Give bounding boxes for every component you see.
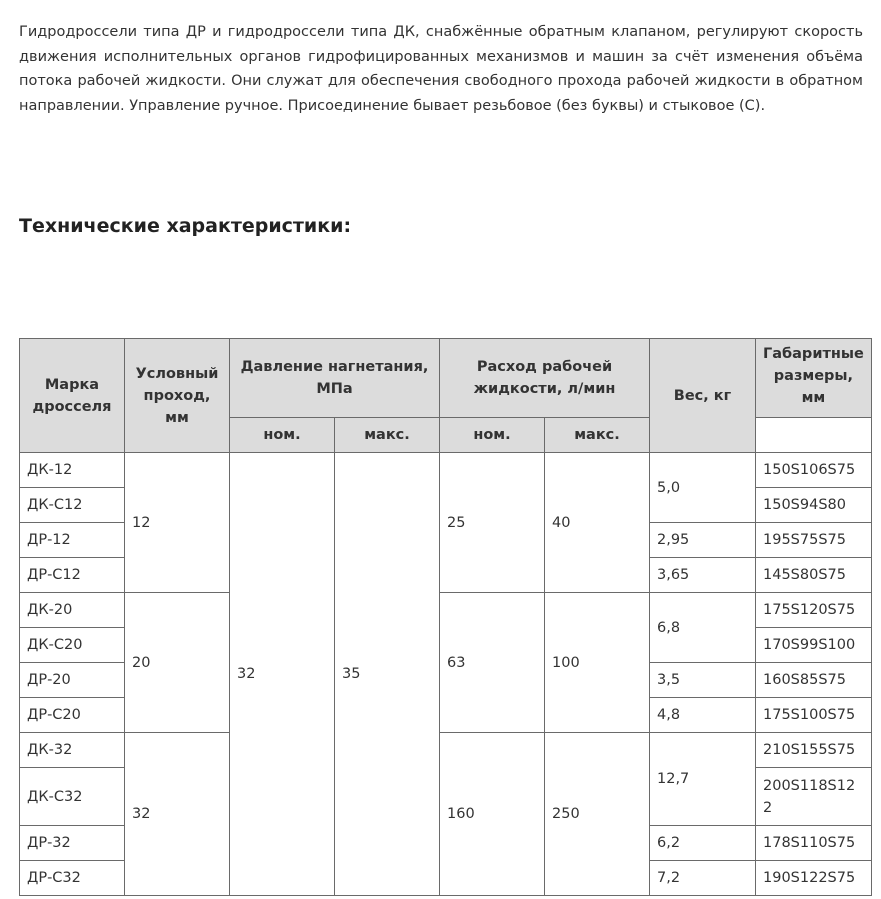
header-pressure-max: макс. (335, 418, 440, 453)
header-bore: Условный проход, мм (125, 339, 230, 453)
cell-flow-max: 40 (545, 453, 650, 593)
cell-dims: 145S80S75 (756, 558, 872, 593)
cell-dims: 200S118S122 (756, 768, 872, 826)
table-row (20, 593, 872, 628)
header-row (20, 339, 872, 418)
cell-bore: 32 (125, 733, 230, 896)
cell-dims: 160S85S75 (756, 663, 872, 698)
cell-bore: 12 (125, 453, 230, 593)
cell-weight: 7,2 (650, 861, 756, 896)
header-model: Марка дросселя (20, 339, 125, 453)
cell-model: ДК-12 (20, 453, 125, 488)
cell-dims: 190S122S75 (756, 861, 872, 896)
cell-model: ДР-12 (20, 523, 125, 558)
cell-model: ДР-С20 (20, 698, 125, 733)
cell-dims: 175S120S75 (756, 593, 872, 628)
cell-model: ДР-С32 (20, 861, 125, 896)
cell-pressure-nom: 32 (230, 453, 335, 896)
header-flow-nom: ном. (440, 418, 545, 453)
cell-weight: 6,2 (650, 826, 756, 861)
cell-bore: 20 (125, 593, 230, 733)
header-dims: Габаритные размеры, мм (756, 339, 872, 418)
cell-model: ДР-32 (20, 826, 125, 861)
header-pressure: Давление нагнетания, МПа (230, 339, 440, 418)
cell-pressure-max: 35 (335, 453, 440, 896)
header-flow-max: макс. (545, 418, 650, 453)
cell-weight: 4,8 (650, 698, 756, 733)
cell-dims: 175S100S75 (756, 698, 872, 733)
header-weight: Вес, кг (650, 339, 756, 453)
cell-weight: 6,8 (650, 593, 756, 663)
cell-weight: 3,5 (650, 663, 756, 698)
cell-model: ДР-С12 (20, 558, 125, 593)
table-row (20, 453, 872, 488)
cell-dims: 150S106S75 (756, 453, 872, 488)
cell-model: ДК-С12 (20, 488, 125, 523)
header-flow: Расход рабочей жидкости, л/мин (440, 339, 650, 418)
cell-model: ДР-20 (20, 663, 125, 698)
cell-dims: 210S155S75 (756, 733, 872, 768)
cell-model: ДК-С32 (20, 768, 125, 826)
cell-weight: 12,7 (650, 733, 756, 826)
cell-model: ДК-32 (20, 733, 125, 768)
cell-dims: 170S99S100 (756, 628, 872, 663)
cell-dims: 195S75S75 (756, 523, 872, 558)
cell-weight: 5,0 (650, 453, 756, 523)
cell-flow-nom: 63 (440, 593, 545, 733)
cell-flow-nom: 25 (440, 453, 545, 593)
specs-table (19, 338, 872, 896)
cell-flow-max: 250 (545, 733, 650, 896)
cell-model: ДК-20 (20, 593, 125, 628)
cell-flow-nom: 160 (440, 733, 545, 896)
cell-model: ДК-С20 (20, 628, 125, 663)
cell-flow-max: 100 (545, 593, 650, 733)
cell-weight: 2,95 (650, 523, 756, 558)
intro-paragraph: Гидродроссели типа ДР и гидродроссели типа ДК, снабжённые обратным клапаном, регулируют скорость движения исполнительных органов гидрофицированных механизмов и машин за счёт изменения объёма потока рабочей жидкости. Они служат для обеспечения свободного прохода рабочей жидкости в обратном направлении. Управление ручное. Присоединение бывает резьбовое (без буквы) и стыковое (С). (19, 24, 863, 114)
section-heading: Технические характеристики: (19, 215, 352, 237)
cell-dims: 178S110S75 (756, 826, 872, 861)
cell-dims: 150S94S80 (756, 488, 872, 523)
table-row (20, 733, 872, 768)
header-pressure-nom: ном. (230, 418, 335, 453)
header-blank-cell (756, 418, 872, 453)
cell-weight: 3,65 (650, 558, 756, 593)
